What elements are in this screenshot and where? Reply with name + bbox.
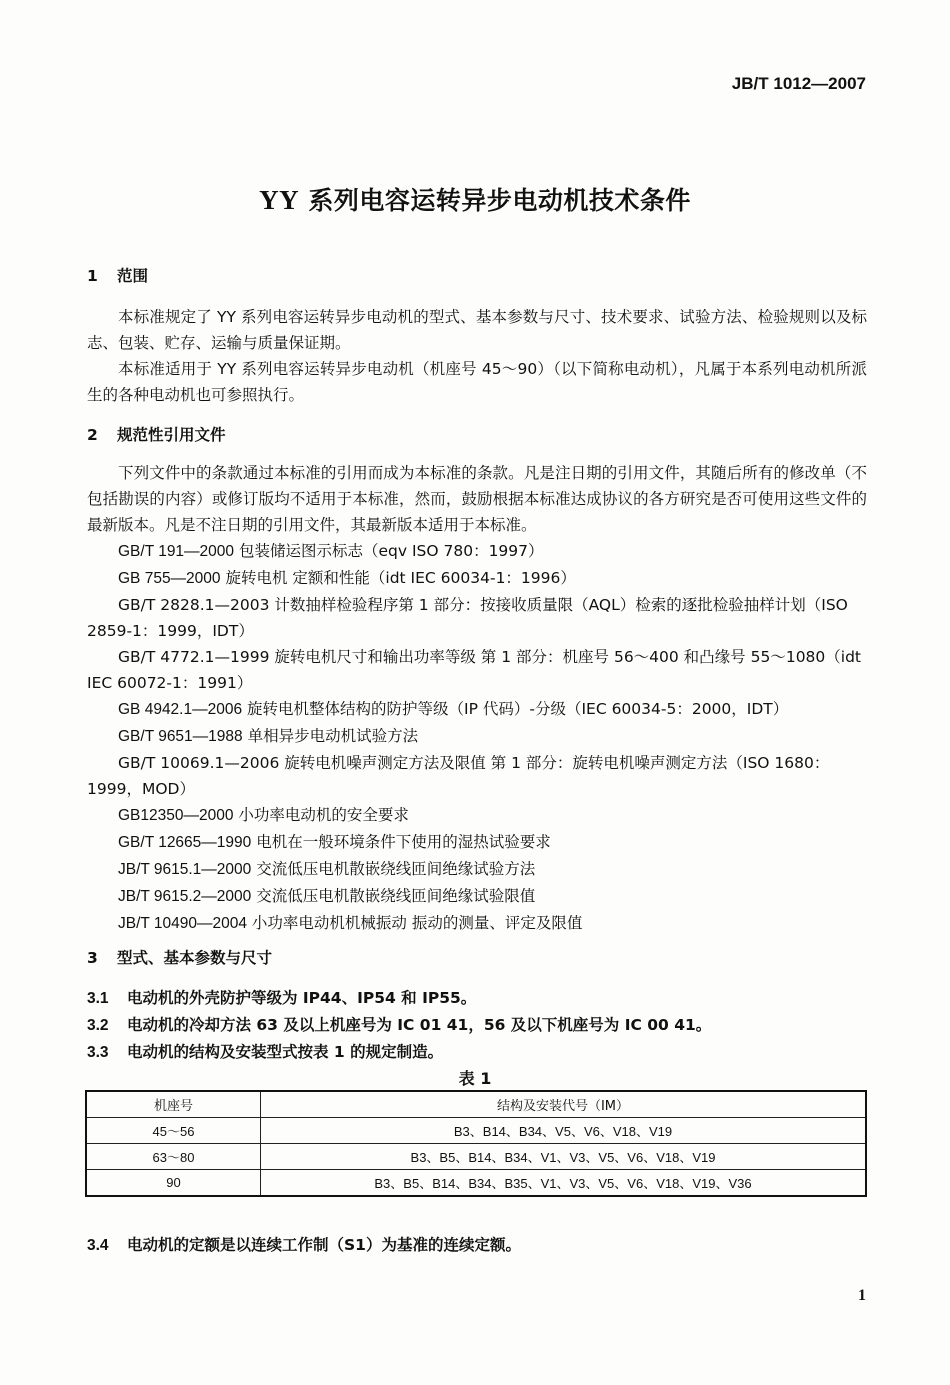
section-heading: 2 规范性引用文件	[87, 426, 226, 444]
table-cell: 45～56	[86, 1118, 261, 1144]
paragraph: 下列文件中的条款通过本标准的引用而成为本标准的条款。凡是注日期的引用文件，其随后所有的修改单（不包括勘误的内容）或修订版均不适用于本标准，然而，鼓励根据本标准达成协议的各方研究是否可使用这些文件的最新版本。凡是不注日期的引用文件，其最新版本适用于本标准。	[87, 464, 867, 534]
table-row	[86, 1170, 866, 1197]
clause-3-4: 3.4 电动机的定额是以连续工作制（S1）为基准的连续定额。	[87, 1236, 521, 1254]
clause-3-1: 3.1 电动机的外壳防护等级为 IP44、IP54 和 IP55。	[87, 989, 477, 1007]
section-2	[87, 422, 867, 448]
section-1	[87, 263, 867, 289]
reference-item: JB/T 9615.1—2000 交流低压电机散嵌绕线匝间绝缘试验方法	[118, 860, 536, 878]
page-number: 1	[858, 1287, 866, 1304]
table-cell: B3、B5、B14、B34、B35、V1、V3、V5、V6、V18、V19、V36	[261, 1170, 867, 1197]
table-row	[86, 1144, 866, 1170]
reference-item: GB/T 10069.1—2006 旋转电机噪声测定方法及限值 第 1 部分：旋转电机噪声测定方法（ISO 1680：1999，MOD）	[87, 754, 830, 798]
table-caption: 表 1	[458, 1069, 492, 1088]
table-cell: 63～80	[86, 1144, 261, 1170]
title-text: 系列电容运转异步电动机技术条件	[299, 186, 691, 215]
standard-code: JB/T 1012—2007	[731, 74, 866, 93]
section-heading: 1 范围	[87, 267, 149, 285]
section-2-body	[87, 460, 867, 937]
section-3-clause-4	[87, 1232, 867, 1259]
reference-item: GB/T 4772.1—1999 旋转电机尺寸和输出功率等级 第 1 部分：机座号 56～400 和凸缘号 55～1080（idt IEC 60072-1：1991）	[87, 648, 862, 692]
table-cell: B3、B14、B34、V5、V6、V18、V19	[261, 1118, 867, 1144]
reference-item: GB/T 2828.1—2003 计数抽样检验程序第 1 部分：按接收质量限（AQL）检索的逐批检验抽样计划（ISO 2859-1：1999，IDT）	[87, 596, 848, 640]
section-1-body	[87, 304, 867, 408]
reference-item: GB/T 9651—1988 单相异步电动机试验方法	[118, 727, 419, 745]
reference-item: JB/T 10490—2004 小功率电动机机械振动 振动的测量、评定及限值	[118, 914, 583, 932]
section-3-clauses	[87, 985, 867, 1066]
reference-item: GB12350—2000 小功率电动机的安全要求	[118, 806, 409, 824]
reference-item: GB 755—2000 旋转电机 定额和性能（idt IEC 60034-1：1996）	[118, 569, 576, 587]
reference-item: JB/T 9615.2—2000 交流低压电机散嵌绕线匝间绝缘试验限值	[118, 887, 536, 905]
section-3	[87, 945, 867, 971]
document-title	[0, 181, 950, 217]
table-cell: 90	[86, 1170, 261, 1197]
table-header-cell: 结构及安装代号（IM）	[261, 1091, 867, 1118]
paragraph: 本标准规定了 YY 系列电容运转异步电动机的型式、基本参数与尺寸、技术要求、试验方法、检验规则以及标志、包装、贮存、运输与质量保证期。	[87, 308, 867, 352]
paragraph: 本标准适用于 YY 系列电容运转异步电动机（机座号 45～90）（以下简称电动机），凡属于本系列电动机所派生的各种电动机也可参照执行。	[87, 360, 867, 404]
reference-item: GB 4942.1—2006 旋转电机整体结构的防护等级（IP 代码）-分级（IEC 60034-5：2000，IDT）	[118, 700, 789, 718]
section-heading: 3 型式、基本参数与尺寸	[87, 949, 273, 967]
reference-item: GB/T 12665—1990 电机在一般环境条件下使用的湿热试验要求	[118, 833, 551, 851]
reference-item: GB/T 191—2000 包装储运图示标志（eqv ISO 780：1997）	[118, 542, 544, 560]
table-1	[85, 1090, 867, 1197]
table-row	[86, 1118, 866, 1144]
clause-3-3: 3.3 电动机的结构及安装型式按表 1 的规定制造。	[87, 1043, 444, 1061]
table-header-row	[86, 1091, 866, 1118]
title-prefix: YY	[259, 185, 300, 215]
clause-3-2: 3.2 电动机的冷却方法 63 及以上机座号为 IC 01 41，56 及以下机座号为 IC 00 41。	[87, 1016, 712, 1034]
table-cell: B3、B5、B14、B34、V1、V3、V5、V6、V18、V19	[261, 1144, 867, 1170]
table-header-cell: 机座号	[86, 1091, 261, 1118]
